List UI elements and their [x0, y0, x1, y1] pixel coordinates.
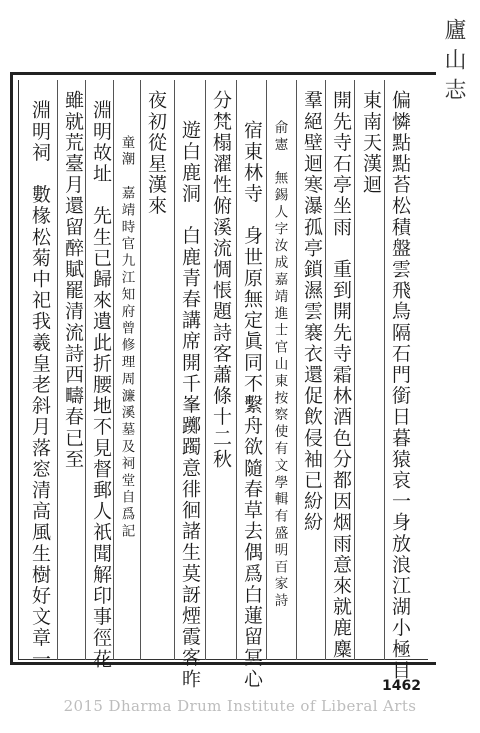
- text-column-3: 開先寺石亭坐雨 重到開先寺霜林酒色分都因烟雨意來就鹿麋: [330, 90, 352, 660]
- column-rule: [325, 80, 326, 660]
- text-column-1: 偏憐點點苔松積盤雲飛鳥隔石門銜日暮猿哀一身放浪江湖小極目: [389, 90, 411, 681]
- text-column-12: 雖就荒臺月還留醉賦罷清流詩西疇春已至: [62, 90, 84, 470]
- page-number: 1462: [382, 678, 421, 694]
- text-column-8: 遊白鹿洞 白鹿青春講席開千峯躑躅意徘徊諸生莫訝煙霞客昨: [179, 120, 201, 690]
- column-rule: [205, 80, 206, 660]
- text-column-5: 俞憲 無錫人字汝成嘉靖進士官山東按察使有文學輯有盛明百家詩: [271, 120, 288, 611]
- text-column-4: 羣絕壁迴寒瀑孤亭鎖濕雲褰衣還促飲侵袖已紛紛: [301, 90, 323, 534]
- text-column-2: 東南天漢迴: [360, 90, 382, 196]
- text-column-6: 宿東林寺 身世原無定眞同不繫舟欲隨春草去偶爲白蓮留冥心: [241, 120, 263, 690]
- column-rule: [57, 80, 58, 660]
- column-rule: [384, 80, 385, 660]
- watermark: 2015 Dharma Drum Institute of Liberal Arts: [63, 697, 417, 715]
- column-rule: [236, 80, 237, 660]
- text-column-11: 淵明故址 先生已歸來遺此折腰地不見督郵人祇聞解印事徑花: [90, 100, 112, 670]
- text-column-10: 童潮 嘉靖時官九江知府曾修理周濂溪墓及祠堂自爲記: [118, 118, 135, 541]
- column-rule: [266, 80, 267, 660]
- text-column-7: 分梵榻濯性俯溪流惆悵題詩客蕭條十二秋: [210, 90, 232, 470]
- running-header: 廬山志: [441, 18, 466, 108]
- column-rule: [85, 80, 86, 660]
- column-rule: [174, 80, 175, 660]
- text-column-13: 淵明祠 數椽松菊中祀我羲皇老斜月落窓清高風生樹好文章一: [29, 100, 51, 670]
- column-rule: [113, 80, 114, 660]
- column-rule: [296, 80, 297, 660]
- column-rule: [140, 80, 141, 660]
- column-rule: [354, 80, 355, 660]
- text-column-9: 夜初從星漢來: [145, 90, 167, 217]
